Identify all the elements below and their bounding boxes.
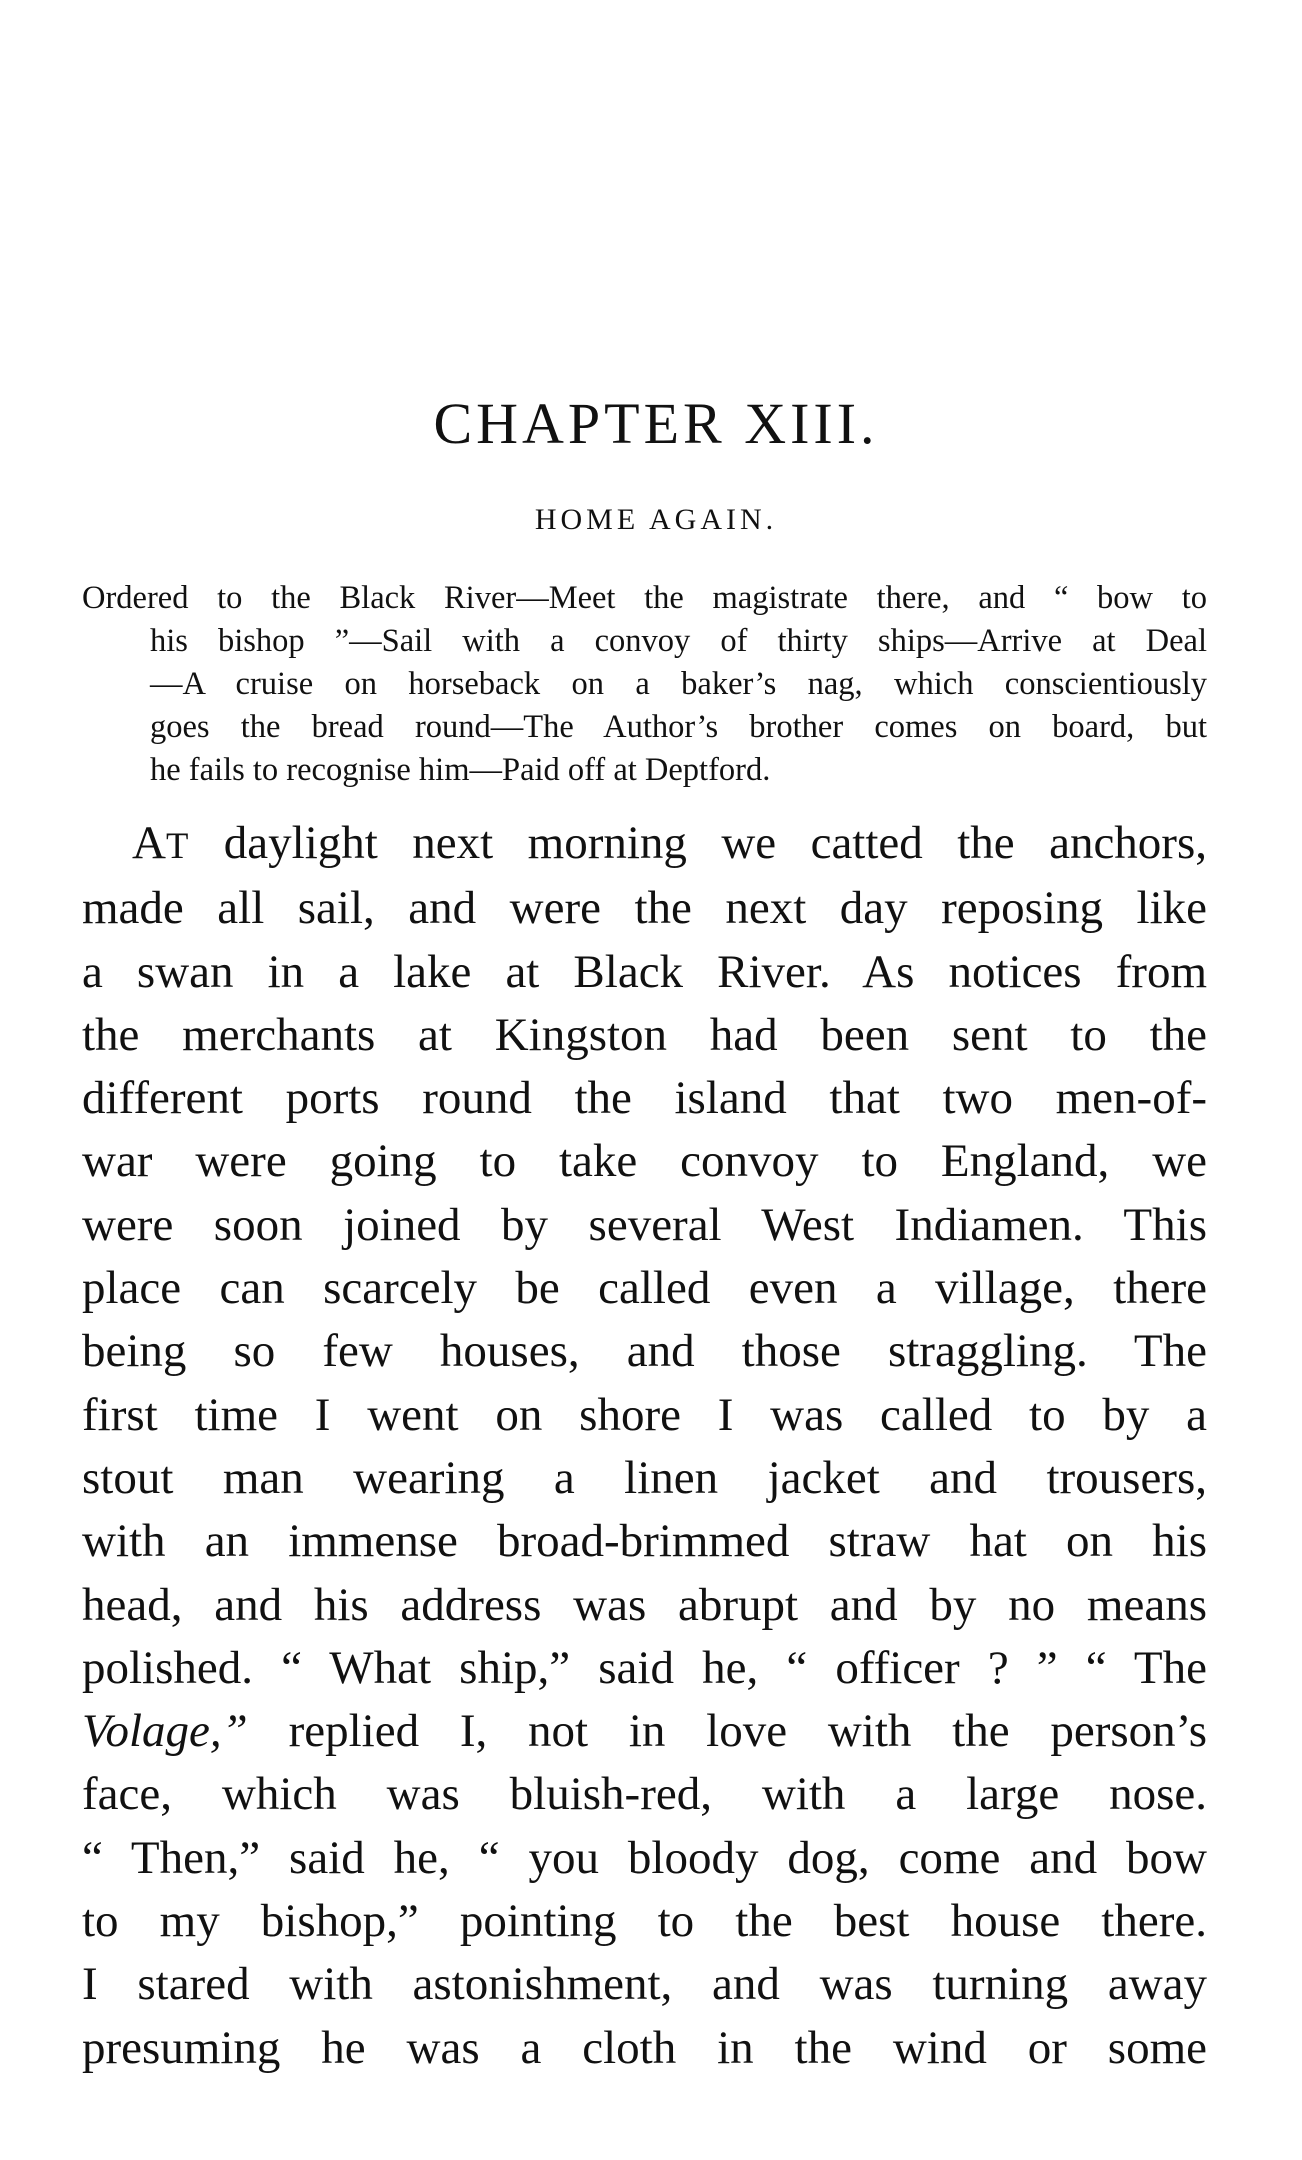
body-line: stout man wearing a linen jacket and trousers,: [82, 1451, 1207, 1504]
body-line: “ Then,” said he, “ you bloody dog, come and bow: [82, 1831, 1207, 1884]
ship-name-italic: Volage,”: [82, 1705, 248, 1758]
drop-cap: A: [132, 817, 166, 869]
body-line-text: daylight next morning we catted the anchors,: [189, 817, 1207, 869]
body-line: being so few houses, and those straggling. The: [82, 1325, 1207, 1378]
body-line: head, and his address was abrupt and by no means: [82, 1578, 1207, 1631]
body-line: different ports round the island that two men-of-: [82, 1072, 1207, 1125]
body-line: to my bishop,” pointing to the best house there.: [82, 1895, 1207, 1948]
synopsis-line: his bishop ”—Sail with a convoy of thirty ships—Arrive at Deal: [150, 623, 1207, 659]
small-caps: T: [165, 825, 190, 866]
body-line-text: replied I, not in love with the person’s: [288, 1705, 1207, 1758]
body-line: [82, 1700, 1207, 1763]
body-line: [82, 812, 1207, 877]
body-line: the merchants at Kingston had been sent to the: [82, 1008, 1207, 1061]
chapter-synopsis: [82, 577, 1207, 792]
body-line: first time I went on shore I was called to by a: [82, 1388, 1207, 1441]
chapter-title: CHAPTER XIII.: [433, 391, 879, 456]
synopsis-line: he fails to recognise him—Paid off at Deptford.: [150, 752, 771, 788]
body-line: war were going to take convoy to England, we: [82, 1135, 1207, 1188]
synopsis-line: —A cruise on horseback on a baker’s nag, which conscientiously: [150, 666, 1207, 702]
body-line: polished. “ What ship,” said he, “ officer ? ” “ The: [82, 1641, 1207, 1694]
body-line: I stared with astonishment, and was turning away: [82, 1958, 1207, 2011]
body-line: presuming he was a cloth in the wind or some: [82, 2021, 1207, 2074]
synopsis-line: goes the bread round—The Author’s brother comes on board, but: [150, 709, 1207, 745]
body-line: made all sail, and were the next day reposing like: [82, 882, 1207, 935]
body-line: face, which was bluish-red, with a large nose.: [82, 1768, 1207, 1821]
body-text: [82, 812, 1207, 2080]
body-line: with an immense broad-brimmed straw hat on his: [82, 1515, 1207, 1568]
chapter-subtitle: HOME AGAIN.: [534, 503, 778, 536]
body-line: place can scarcely be called even a village, there: [82, 1262, 1207, 1315]
body-line: a swan in a lake at Black River. As notices from: [82, 945, 1207, 998]
synopsis-line: Ordered to the Black River—Meet the magistrate there, and “ bow to: [82, 580, 1207, 616]
body-line: were soon joined by several West Indiamen. This: [82, 1198, 1207, 1251]
